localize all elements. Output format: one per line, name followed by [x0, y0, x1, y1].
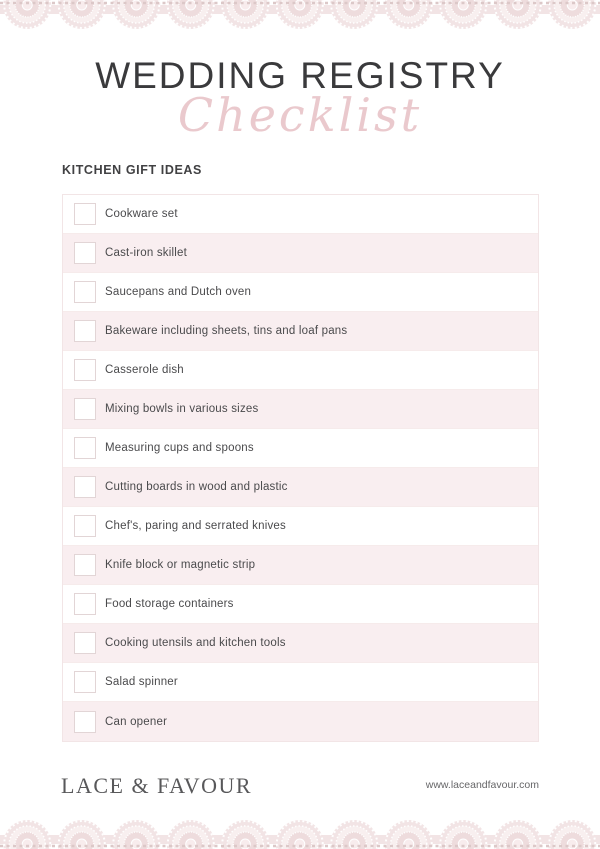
checklist-item-label: Bakeware including sheets, tins and loaf pans [105, 325, 348, 337]
checkbox[interactable] [74, 593, 96, 615]
checklist-item-label: Can opener [105, 715, 168, 728]
checkbox[interactable] [74, 711, 96, 733]
checklist-row [63, 507, 538, 546]
checkbox[interactable] [74, 281, 96, 303]
checkbox[interactable] [74, 398, 96, 420]
checklist-row [63, 624, 538, 663]
checklist-item-label: Cast-iron skillet [105, 247, 188, 259]
checklist-item-label: Salad spinner [105, 676, 178, 688]
checklist-row [63, 702, 538, 741]
website-url: www.laceandfavour.com [425, 779, 539, 791]
page-title: WEDDING REGISTRY [95, 55, 505, 96]
lace-pattern-icon [0, 813, 600, 849]
checkbox[interactable] [74, 359, 96, 381]
page-subtitle-script: Checklist [177, 88, 423, 142]
lace-pattern-icon [0, 0, 600, 36]
lace-border-top [0, 0, 600, 36]
checklist-row [63, 234, 538, 273]
checkbox[interactable] [74, 476, 96, 498]
checkbox[interactable] [74, 242, 96, 264]
checklist [62, 194, 539, 742]
checkbox[interactable] [74, 515, 96, 537]
checkbox[interactable] [74, 437, 96, 459]
checklist-row [63, 312, 538, 351]
section-heading: KITCHEN GIFT IDEAS [62, 163, 202, 177]
checkbox[interactable] [74, 554, 96, 576]
checklist-row [63, 585, 538, 624]
checklist-item-label: Cookware set [105, 208, 178, 220]
checklist-row [63, 273, 538, 312]
checklist-item-label: Saucepans and Dutch oven [105, 286, 252, 298]
checklist-row [63, 351, 538, 390]
checklist-item-label: Mixing bowls in various sizes [105, 403, 259, 415]
checkbox[interactable] [74, 320, 96, 342]
checklist-row [63, 390, 538, 429]
checklist-row [63, 546, 538, 585]
checklist-row [63, 195, 538, 234]
checklist-item-label: Casserole dish [105, 364, 184, 376]
checklist-item-label: Food storage containers [105, 598, 234, 610]
checklist-item-label: Cooking utensils and kitchen tools [105, 637, 286, 649]
checklist-row [63, 663, 538, 702]
lace-border-bottom [0, 813, 600, 849]
checklist-row [63, 468, 538, 507]
checkbox[interactable] [74, 632, 96, 654]
checklist-row [63, 429, 538, 468]
checklist-item-label: Measuring cups and spoons [105, 442, 254, 454]
checkbox[interactable] [74, 671, 96, 693]
brand-logo: LACE & FAVOUR [61, 773, 253, 798]
checkbox[interactable] [74, 203, 96, 225]
checklist-item-label: Knife block or magnetic strip [105, 559, 256, 571]
checklist-item-label: Cutting boards in wood and plastic [105, 481, 288, 493]
checklist-item-label: Chef's, paring and serrated knives [105, 520, 286, 532]
